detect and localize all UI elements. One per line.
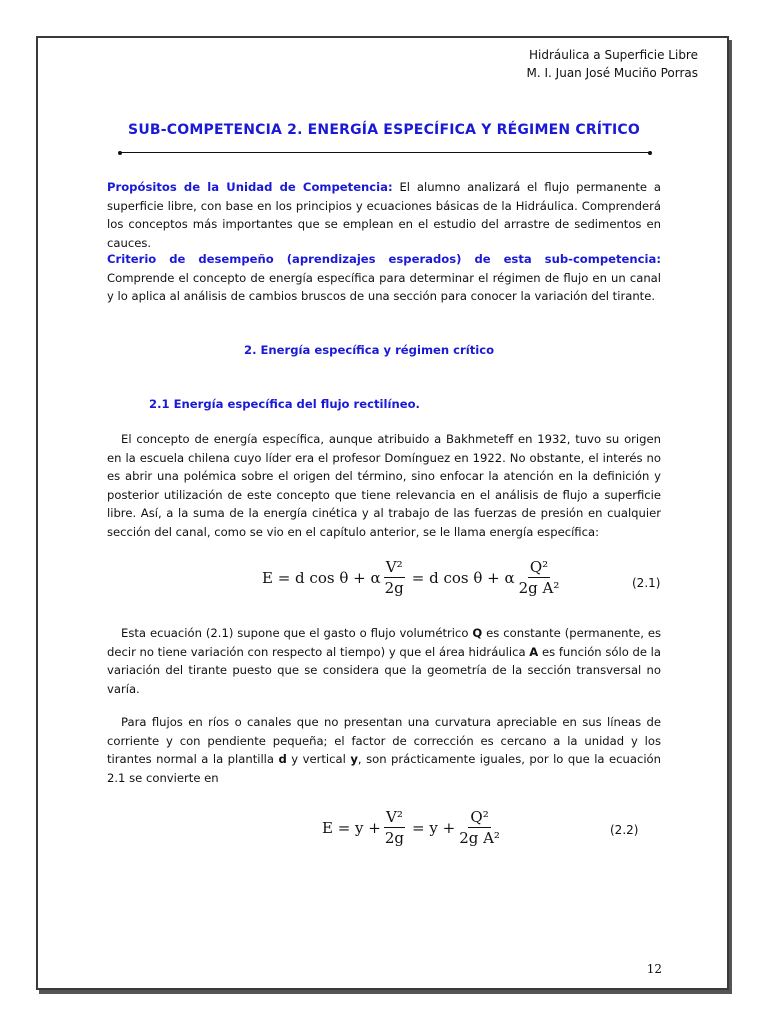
eq2-fraction-velocity xyxy=(383,808,406,847)
section-heading: 2. Energía específica y régimen crítico xyxy=(244,343,495,357)
criteria-text: Comprende el concepto de energía específica para determinar el régimen de flujo en un canal y lo aplica al análisis de cambios bruscos de una sección para conocer la variación del tirante. xyxy=(107,270,661,304)
p3-text-3: , son prácticamente iguales, por lo que la ecuación 2.1 se convierte en xyxy=(107,752,661,785)
title-divider xyxy=(120,152,650,153)
eq1-denominator-2: 2g A² xyxy=(518,579,560,597)
equation-2-1-number: (2.1) xyxy=(632,576,661,590)
p3-symbol-y: y xyxy=(350,752,358,767)
p2-text-2: es constante (permanente, es decir no tiene variación con respecto al tiempo) y que el área hidráulica xyxy=(107,626,661,659)
p2-symbol-q: Q xyxy=(472,626,483,640)
eq2-numerator-2: Q² xyxy=(470,808,489,826)
eq1-middle: = d cos θ + α xyxy=(411,568,515,587)
purposes-label: Propósitos de la Unidad de Competencia: xyxy=(107,180,393,194)
eq1-numerator-2: Q² xyxy=(529,558,549,576)
paragraph-equation-assumptions xyxy=(107,624,661,698)
equation-2-1 xyxy=(262,558,563,597)
paragraph-small-slope xyxy=(107,713,661,787)
eq1-fraction-discharge xyxy=(517,558,562,597)
p3-text-2: y vertical xyxy=(286,752,351,767)
eq2-numerator-1: V² xyxy=(386,808,403,826)
eq1-numerator-1: V² xyxy=(385,558,403,576)
p2-text-1: Esta ecuación (2.1) supone que el gasto o flujo volumétrico xyxy=(121,626,473,640)
eq2-denominator-2: 2g A² xyxy=(459,829,500,847)
p2-symbol-a: A xyxy=(529,644,539,659)
header-author: M. I. Juan José Muciño Porras xyxy=(526,66,698,80)
equation-2-2 xyxy=(322,808,504,847)
p2-text-3: es función sólo de la variación del tirante puesto que se considera que la geometría de la sección transversal no varía. xyxy=(107,644,661,696)
subsection-heading: 2.1 Energía específica del flujo rectilíneo. xyxy=(149,397,420,411)
divider-right-dot xyxy=(648,151,652,155)
page-number: 12 xyxy=(646,962,662,976)
eq2-middle: = y + xyxy=(412,818,456,837)
paragraph-energy-concept: El concepto de energía específica, aunque atribuido a Bakhmeteff en 1932, tuvo su origen en la escuela chilena cuyo líder era el profesor Domínguez en 1922. No obstante, el interés no es abrir una polémica sobre el origen del término, sino enfocar la atención en la definición y posterior utilización de este concepto que tiene relevancia en el análisis de flujo a superficie libre. Así, a la suma de la energía cinética y al trabajo de las fuerzas de presión en cualquier sección del canal, como se vio en el capítulo anterior, se le llama energía específica: xyxy=(107,432,661,539)
chapter-title: SUB-COMPETENCIA 2. ENERGÍA ESPECÍFICA Y RÉGIMEN CRÍTICO xyxy=(128,122,640,138)
criteria-label: Criterio de desempeño (aprendizajes esperados) de esta sub-competencia: xyxy=(107,252,661,266)
eq2-denominator-1: 2g xyxy=(384,829,405,847)
eq1-denominator-1: 2g xyxy=(384,579,404,597)
eq1-fraction-velocity xyxy=(383,558,406,597)
divider-left-dot xyxy=(118,151,122,155)
criteria-paragraph xyxy=(107,250,661,306)
header-book-title: Hidráulica a Superficie Libre xyxy=(528,48,698,62)
p3-text-1: Para flujos en ríos o canales que no presentan una curvatura apreciable en sus líneas de corriente y con pendiente pequeña; el factor de corrección es cercano a la unidad y los tirantes normal a la plantilla xyxy=(107,715,661,767)
eq2-lhs: E = y + xyxy=(322,818,381,837)
purposes-paragraph xyxy=(107,178,661,252)
eq2-fraction-discharge xyxy=(457,808,502,847)
purposes-text: El alumno analizará el flujo permanente a superficie libre, con base en los principios y ecuaciones básicas de la Hidráulica. Comprenderá los conceptos más importantes que se emplean en el estudio del arrastre de sedimentos en cauces. xyxy=(107,180,661,250)
p3-symbol-d: d xyxy=(278,752,287,767)
eq1-lhs: E = d cos θ + α xyxy=(262,568,381,587)
equation-2-2-number: (2.2) xyxy=(610,823,639,837)
